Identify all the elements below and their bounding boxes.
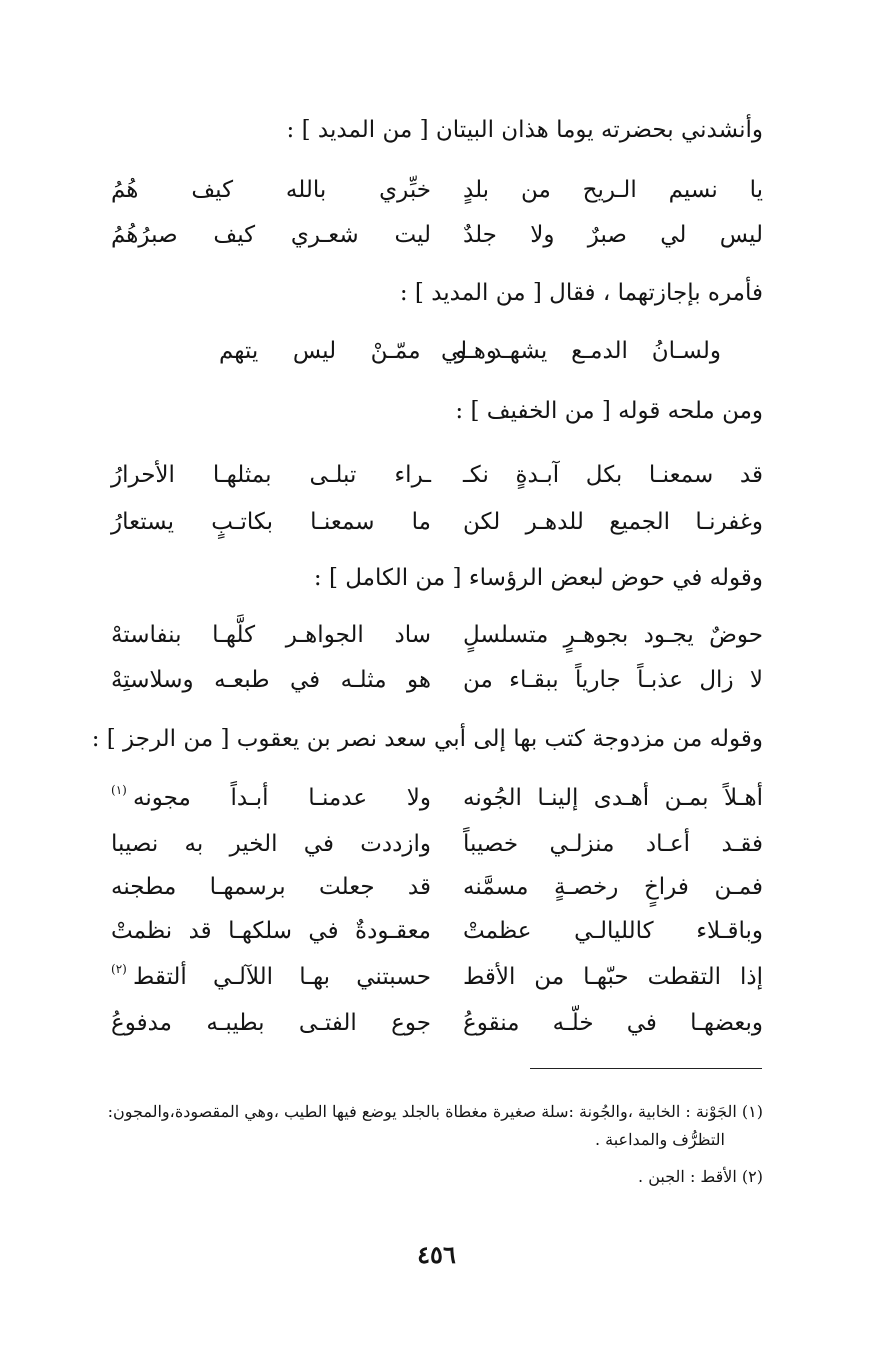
footnote-mark-1: (١): [111, 783, 127, 797]
footnote-1-text: (١) الجَوْنة : الخابية ،والجُونة :سلة صغيرة مغطاة بالجلد يوضع فيها الطيب ،وهي المقصودة،والمجون:: [107, 1102, 763, 1121]
verse-3-first-hemistich: ولسـانُ الدمـع يشهـد لي: [441, 338, 721, 364]
footnote-separator: [530, 1068, 762, 1069]
verse-2: [111, 215, 763, 255]
verse-10: [111, 867, 763, 907]
verse-1-first-hemistich: يا نسيم الـريح من بلدٍ: [463, 177, 763, 203]
intro-line-5: وقوله من مزدوجة كتب بها إلى أبي سعد نصر بن يعقوب [ من الرجز ] :: [91, 726, 763, 752]
verse-11-second-hemistich: معقـودةٌ في سلكهـا قد نظمتْ: [111, 918, 431, 944]
intro-line-3: ومن ملحه قوله [ من الخفيف ] :: [455, 398, 763, 424]
verse-7-first-hemistich: لا زال عذبـاً جارياً ببقـاء من: [463, 667, 763, 693]
verse-7: [111, 660, 763, 700]
page-number: ٤٥٦: [417, 1240, 456, 1269]
verse-4-first-hemistich: قد سمعنـا بكل آبـدةٍ نكـ: [463, 462, 763, 488]
verse-8: [111, 778, 763, 818]
verse-2-second-hemistich: ليت شعـري كيف صبرُهُمُ: [111, 222, 431, 248]
verse-4: [111, 455, 763, 495]
verse-13: [111, 1003, 763, 1043]
verse-11-first-hemistich: وباقـلاء كالليالـي عظمتْ: [463, 918, 763, 944]
verse-10-first-hemistich: فمـن فراخٍ رخصـةٍ مسمَّنه: [463, 874, 763, 900]
footnote-1: [50, 1098, 763, 1154]
verse-12-second-hemistich: حسبتني بهـا اللآلـي ألتقط: [133, 964, 431, 990]
verse-8-second-hemistich: ولا عدمنـا أبـداً مجونه: [133, 785, 431, 811]
verse-4-second-hemistich: ـراء تبلـى بمثلهـا الأحرارُ: [111, 462, 431, 488]
verse-1: [111, 170, 763, 210]
footnote-2: (٢) الأقط : الجبن .: [638, 1167, 763, 1186]
verse-12: [111, 957, 763, 997]
footnote-1-continuation: التظرُّف والمداعبة .: [594, 1130, 725, 1149]
intro-line-2: فأمره بإجازتهما ، فقال [ من المديد ] :: [399, 280, 763, 306]
intro-line-1: وأنشدني بحضرته يوما هذان البيتان [ من المديد ] :: [286, 117, 763, 143]
verse-6-second-hemistich: ساد الجواهـر كلَّهـا بنفاستهْ: [111, 622, 431, 648]
verse-3: [111, 331, 763, 371]
verse-9-second-hemistich: وازددت في الخير به نصيبا: [111, 831, 431, 857]
verse-11: [111, 911, 763, 951]
footnote-mark-2: (٢): [111, 962, 127, 976]
verse-5-second-hemistich: ما سمعنـا بكاتـبٍ يستعارُ: [111, 509, 431, 535]
verse-9-first-hemistich: فقـد أعـاد منزلـي خصيباً: [463, 831, 763, 857]
verse-9: [111, 824, 763, 864]
verse-5: [111, 502, 763, 542]
verse-7-second-hemistich: هو مثلـه في طبعـه وسلاستِهْ: [111, 667, 431, 693]
verse-6-first-hemistich: حوضٌ يجـود بجوهـرٍ متسلسلٍ: [463, 622, 763, 648]
verse-3-second-hemistich: وهـو ممّـنْ ليس يتهم: [219, 338, 497, 364]
verse-5-first-hemistich: وغفرنـا الجميع للدهـر لكن: [463, 509, 763, 535]
verse-10-second-hemistich: قد جعلت برسمهـا مطجنه: [111, 874, 431, 900]
verse-12-first-hemistich: إذا التقطت حبّهـا من الأقط: [463, 964, 763, 990]
verse-8-first-hemistich: أهـلاً بمـن أهـدى إلينـا الجُونه: [463, 785, 763, 811]
verse-13-second-hemistich: جوع الفتـى بطيبـه مدفوعُ: [111, 1010, 431, 1036]
verse-6: [111, 615, 763, 655]
verse-1-second-hemistich: خبِّري بالله كيف هُمُ: [111, 177, 431, 203]
intro-line-4: وقوله في حوض لبعض الرؤساء [ من الكامل ] :: [313, 565, 763, 591]
verse-13-first-hemistich: وبعضهـا في خلّـه منقوعُ: [463, 1010, 763, 1036]
verse-2-first-hemistich: ليس لي صبرٌ ولا جلدٌ: [463, 222, 763, 248]
